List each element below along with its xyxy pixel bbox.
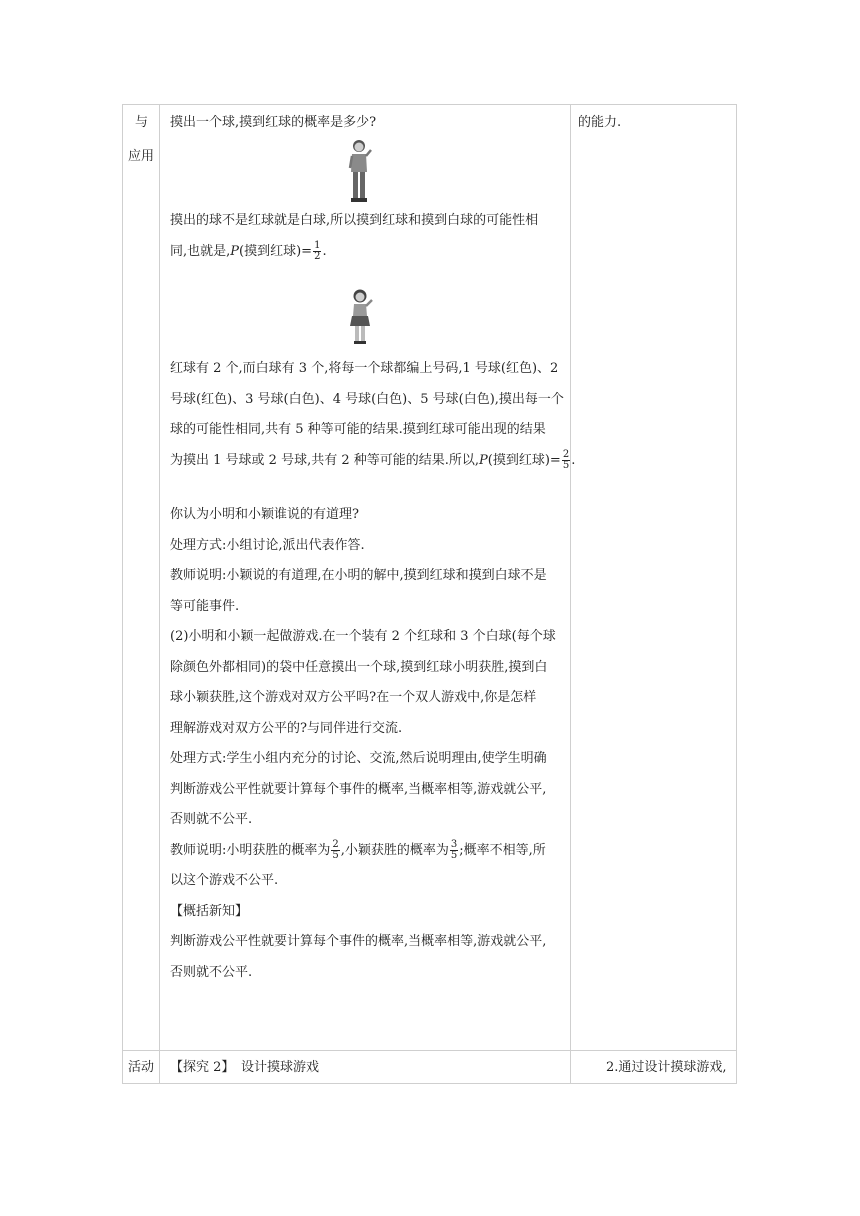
method2-line-2: 判断游戏公平性就要计算每个事件的概率,当概率相等,游戏就公平, bbox=[170, 781, 547, 797]
right-col-goal: 2.通过设计摸球游戏, bbox=[606, 1060, 727, 1075]
column-divider-left bbox=[159, 105, 160, 1083]
boy-answer-line-2 bbox=[170, 237, 566, 268]
left-label-2: 应用 bbox=[128, 149, 155, 164]
left-label-activity: 活动 bbox=[128, 1060, 155, 1075]
girl-answer-prefix: 为摸出 1 号球或 2 号球,共有 2 种等可能的结果.所以, bbox=[170, 452, 480, 468]
summary-title: 【概括新知】 bbox=[170, 903, 249, 919]
right-col-text: 的能力. bbox=[578, 115, 622, 130]
left-label-1: 与 bbox=[135, 115, 149, 130]
girl-answer-line-3: 球的可能性相同,共有 5 种等可能的结果.摸到红球可能出现的结果 bbox=[170, 422, 546, 437]
girl-answer-line-1: 红球有 2 个,而白球有 3 个,将每一个球都编上号码,1 号球(红色)、2 bbox=[170, 361, 559, 376]
boy-answer bbox=[170, 206, 566, 267]
boy-figure bbox=[348, 138, 372, 204]
row-divider bbox=[123, 1050, 736, 1051]
teacher-line-1: 教师说明:小颖说的有道理,在小明的解中,摸到红球和摸到白球不是 bbox=[170, 568, 547, 583]
explore-title: 【探究 2】 bbox=[170, 1060, 235, 1075]
teacher2-line-1 bbox=[170, 836, 566, 867]
girl-answer-line-2: 号球(红色)、3 号球(白色)、4 号球(白色)、5 号球(白色),摸出每一个 bbox=[170, 391, 564, 407]
teacher-line-2: 等可能事件. bbox=[170, 598, 240, 614]
question2-line-4: 理解游戏对双方公平的?与同伴进行交流. bbox=[170, 720, 403, 736]
girl-answer-line-4 bbox=[170, 446, 576, 477]
summary-line-1: 判断游戏公平性就要计算每个事件的概率,当概率相等,游戏就公平, bbox=[170, 934, 547, 949]
period: . bbox=[322, 243, 327, 259]
teacher2-end: ;概率不相等,所 bbox=[459, 842, 546, 858]
fraction-one-half bbox=[313, 241, 321, 262]
discussion-block bbox=[170, 500, 566, 988]
boy-answer-prefix: 同,也就是, bbox=[170, 243, 231, 259]
fraction-numerator: 2 bbox=[332, 838, 339, 850]
fraction-numerator: 1 bbox=[314, 239, 321, 251]
girl-figure bbox=[350, 288, 374, 346]
prob-symbol: P bbox=[230, 243, 240, 259]
fraction-two-fifths bbox=[562, 450, 570, 471]
teacher2-prefix: 教师说明:小明获胜的概率为 bbox=[170, 842, 331, 858]
fraction-numerator: 2 bbox=[562, 448, 570, 460]
question2-line-2: 除颜色外都相同)的袋中任意摸出一个球,摸到红球小明获胜,摸到白 bbox=[170, 659, 548, 675]
fraction-denominator: 2 bbox=[314, 250, 321, 262]
teacher2-line-2: 以这个游戏不公平. bbox=[170, 873, 279, 888]
teacher2-middle: ,小颖获胜的概率为 bbox=[340, 842, 449, 858]
method2-line-1: 处理方式:学生小组内充分的讨论、交流,然后说明理由,使学生明确 bbox=[170, 751, 547, 766]
question2-line-3: 球小颖获胜,这个游戏对双方公平吗?在一个双人游戏中,你是怎样 bbox=[170, 690, 537, 705]
boy-answer-line-1: 摸出的球不是红球就是白球,所以摸到红球和摸到白球的可能性相 bbox=[170, 213, 539, 228]
fraction-two-fifths bbox=[331, 840, 339, 861]
question-text: 摸出一个球,摸到红球的概率是多少? bbox=[170, 115, 377, 130]
method-line: 处理方式:小组讨论,派出代表作答. bbox=[170, 537, 365, 553]
girl-answer bbox=[170, 354, 576, 476]
girl-answer-event: (摸到红球)= bbox=[487, 452, 561, 468]
ask-line: 你认为小明和小颖谁说的有道理? bbox=[170, 507, 359, 522]
period: . bbox=[571, 452, 576, 468]
summary-line-2: 否则就不公平. bbox=[170, 964, 253, 980]
fraction-denominator: 5 bbox=[450, 849, 458, 861]
explore-text: 设计摸球游戏 bbox=[241, 1060, 320, 1075]
fraction-three-fifths bbox=[450, 840, 458, 861]
fraction-numerator: 3 bbox=[450, 838, 458, 850]
question2-line-1: (2)小明和小颖一起做游戏.在一个装有 2 个红球和 3 个白球(每个球 bbox=[170, 629, 556, 644]
boy-answer-event: (摸到红球)= bbox=[239, 243, 313, 259]
fraction-denominator: 5 bbox=[562, 459, 570, 471]
prob-symbol: P bbox=[479, 452, 488, 468]
column-divider-right bbox=[570, 105, 571, 1083]
method2-line-3: 否则就不公平. bbox=[170, 812, 253, 827]
fraction-denominator: 5 bbox=[332, 849, 339, 861]
